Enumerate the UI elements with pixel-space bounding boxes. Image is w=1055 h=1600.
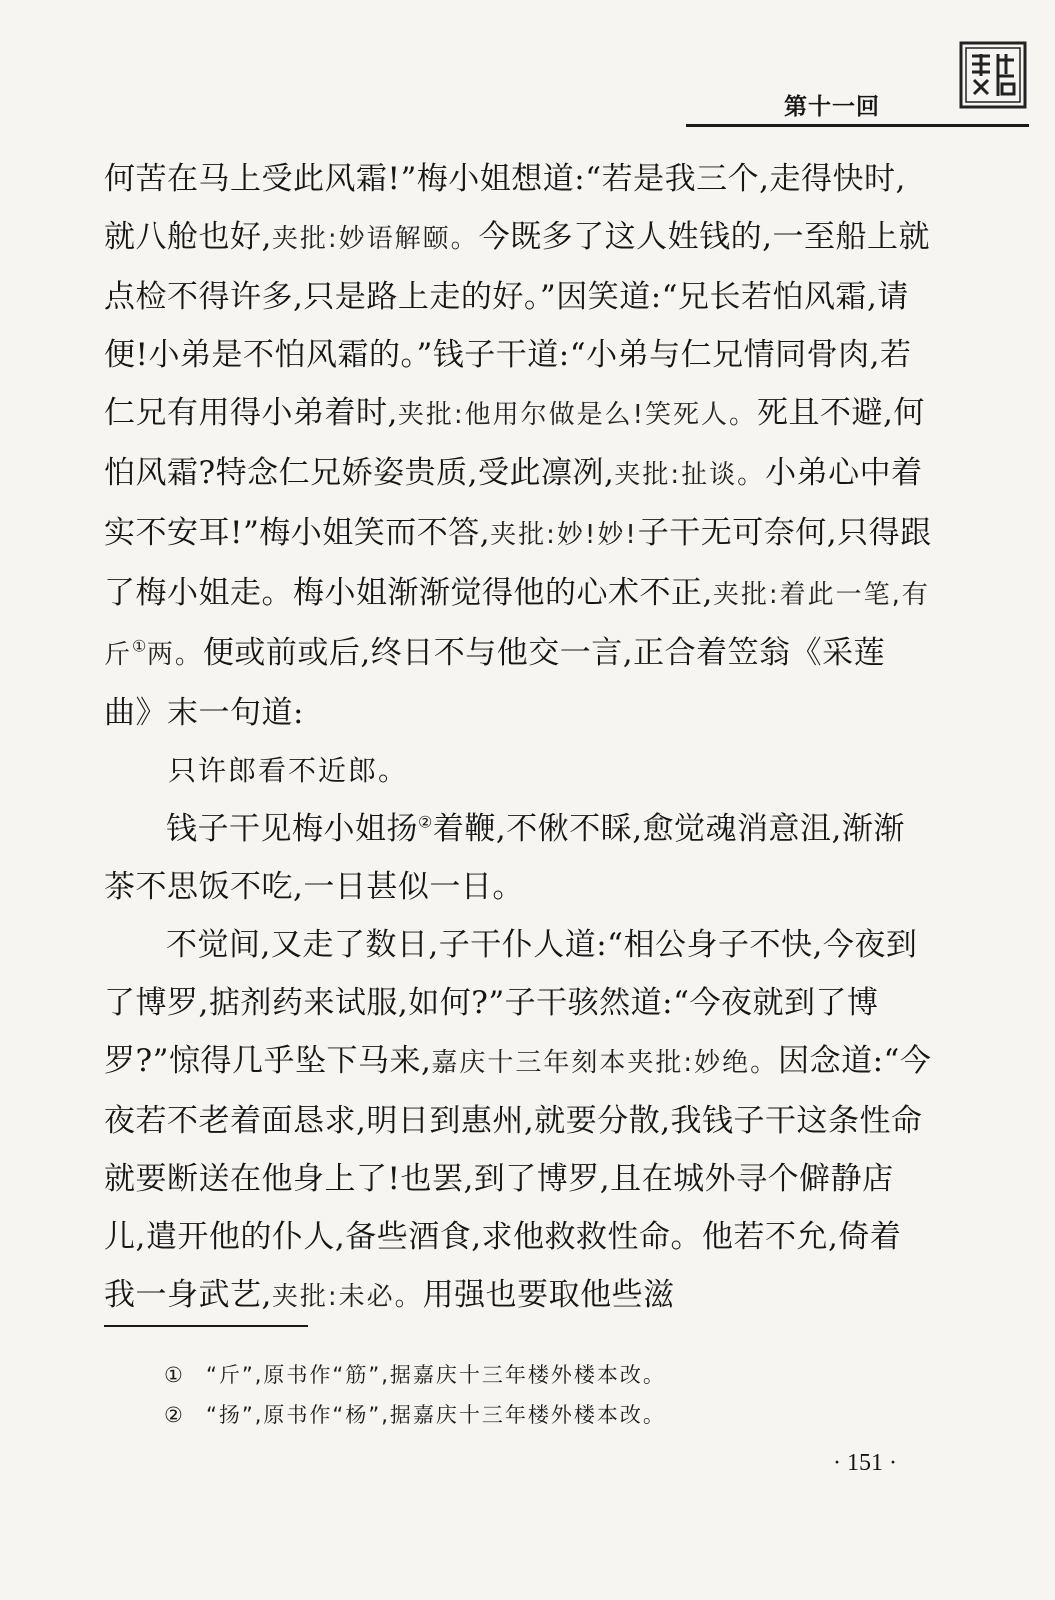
commentary: 夹批:妙语解颐。 [271, 224, 479, 254]
footnote-marker: ① [164, 1363, 185, 1387]
body-sentence: 便或前或后,终日不与他交一言,正合着笠翁《采莲曲》末一句道: [104, 635, 886, 731]
commentary: 夹批:妙!妙! [490, 520, 638, 550]
body-sentence: 小弟心中着实不安耳!”梅小姐笑而不答, [104, 455, 923, 551]
commentary: 夹批:扯谈。 [614, 460, 766, 490]
page-number: · 151 · [833, 1450, 897, 1476]
paragraph [104, 150, 932, 742]
footnote-marker: ② [164, 1403, 185, 1427]
body-text [104, 150, 932, 1326]
paragraph [104, 916, 932, 1326]
body-sentence: 何苦在马上受此风霜!”梅小姐想道:“若是我三个,走得快时,就八舱也好, [104, 161, 906, 255]
footnote-reference[interactable]: ② [418, 812, 433, 832]
commentary: 夹批:未必。 [271, 1282, 423, 1312]
commentary: 嘉庆十三年刻本夹批:妙绝。 [431, 1048, 779, 1078]
footnote-text: “扬”,原书作“杨”,据嘉庆十三年楼外楼本改。 [206, 1403, 666, 1427]
footnote [164, 1355, 924, 1395]
footnote [164, 1395, 924, 1435]
footnote-reference[interactable]: ① [132, 636, 147, 656]
header-rule [686, 124, 1029, 127]
seal-stamp-icon [958, 40, 1028, 110]
body-sentence: 不觉间,又走了数日,子干仆人道:“相公身子不快,今夜到了博罗,掂剂药来试服,如何?”子干骇然道:“今夜就到了博罗?”惊得几乎坠下马来, [104, 927, 918, 1079]
body-sentence: 钱子干见梅小姐扬 [166, 811, 418, 847]
body-sentence: 今既多了这人姓钱的,一至船上就点检不得许多,只是路上走的好。”因笑道:“兄长若怕风霜,请便!小弟是不怕风霜的。”钱子干道:“小弟与仁兄情同骨肉,若仁兄有用得小弟着时, [104, 219, 930, 431]
body-sentence: 子干无可奈何,只得跟了梅小姐走。梅小姐渐渐觉得他的心术不正, [104, 515, 932, 611]
footnotes [164, 1355, 924, 1435]
commentary: 夹批:着此一笔,有斤 [104, 580, 930, 670]
body-sentence: 死且不避,何怕风霜?特念仁兄娇姿贵质,受此凛冽, [104, 395, 925, 491]
commentary: 两。 [146, 640, 203, 670]
verse-line: 只许郎看不近郎。 [168, 754, 409, 787]
chapter-title: 第十一回 [784, 94, 880, 120]
paragraph [104, 800, 932, 916]
footnote-rule [104, 1325, 308, 1327]
body-sentence: 用强也要取他些滋 [422, 1277, 675, 1313]
commentary: 夹批:他用尔做是么!笑死人。 [397, 400, 758, 430]
body-sentence: 着鞭,不偢不睬,愈觉魂消意沮,渐渐茶不思饭不吃,一日甚似一日。 [104, 811, 905, 905]
body-sentence: 因念道:“今夜若不老着面恳求,明日到惠州,就要分散,我钱子干这条性命就要断送在他身上了!也罢,到了博罗,且在城外寻个僻静店儿,遣开他的仆人,备些酒食,求他救救性命。他若不允,倚着我一身武艺, [104, 1043, 932, 1313]
footnote-text: “斤”,原书作“筋”,据嘉庆十三年楼外楼本改。 [206, 1363, 666, 1387]
